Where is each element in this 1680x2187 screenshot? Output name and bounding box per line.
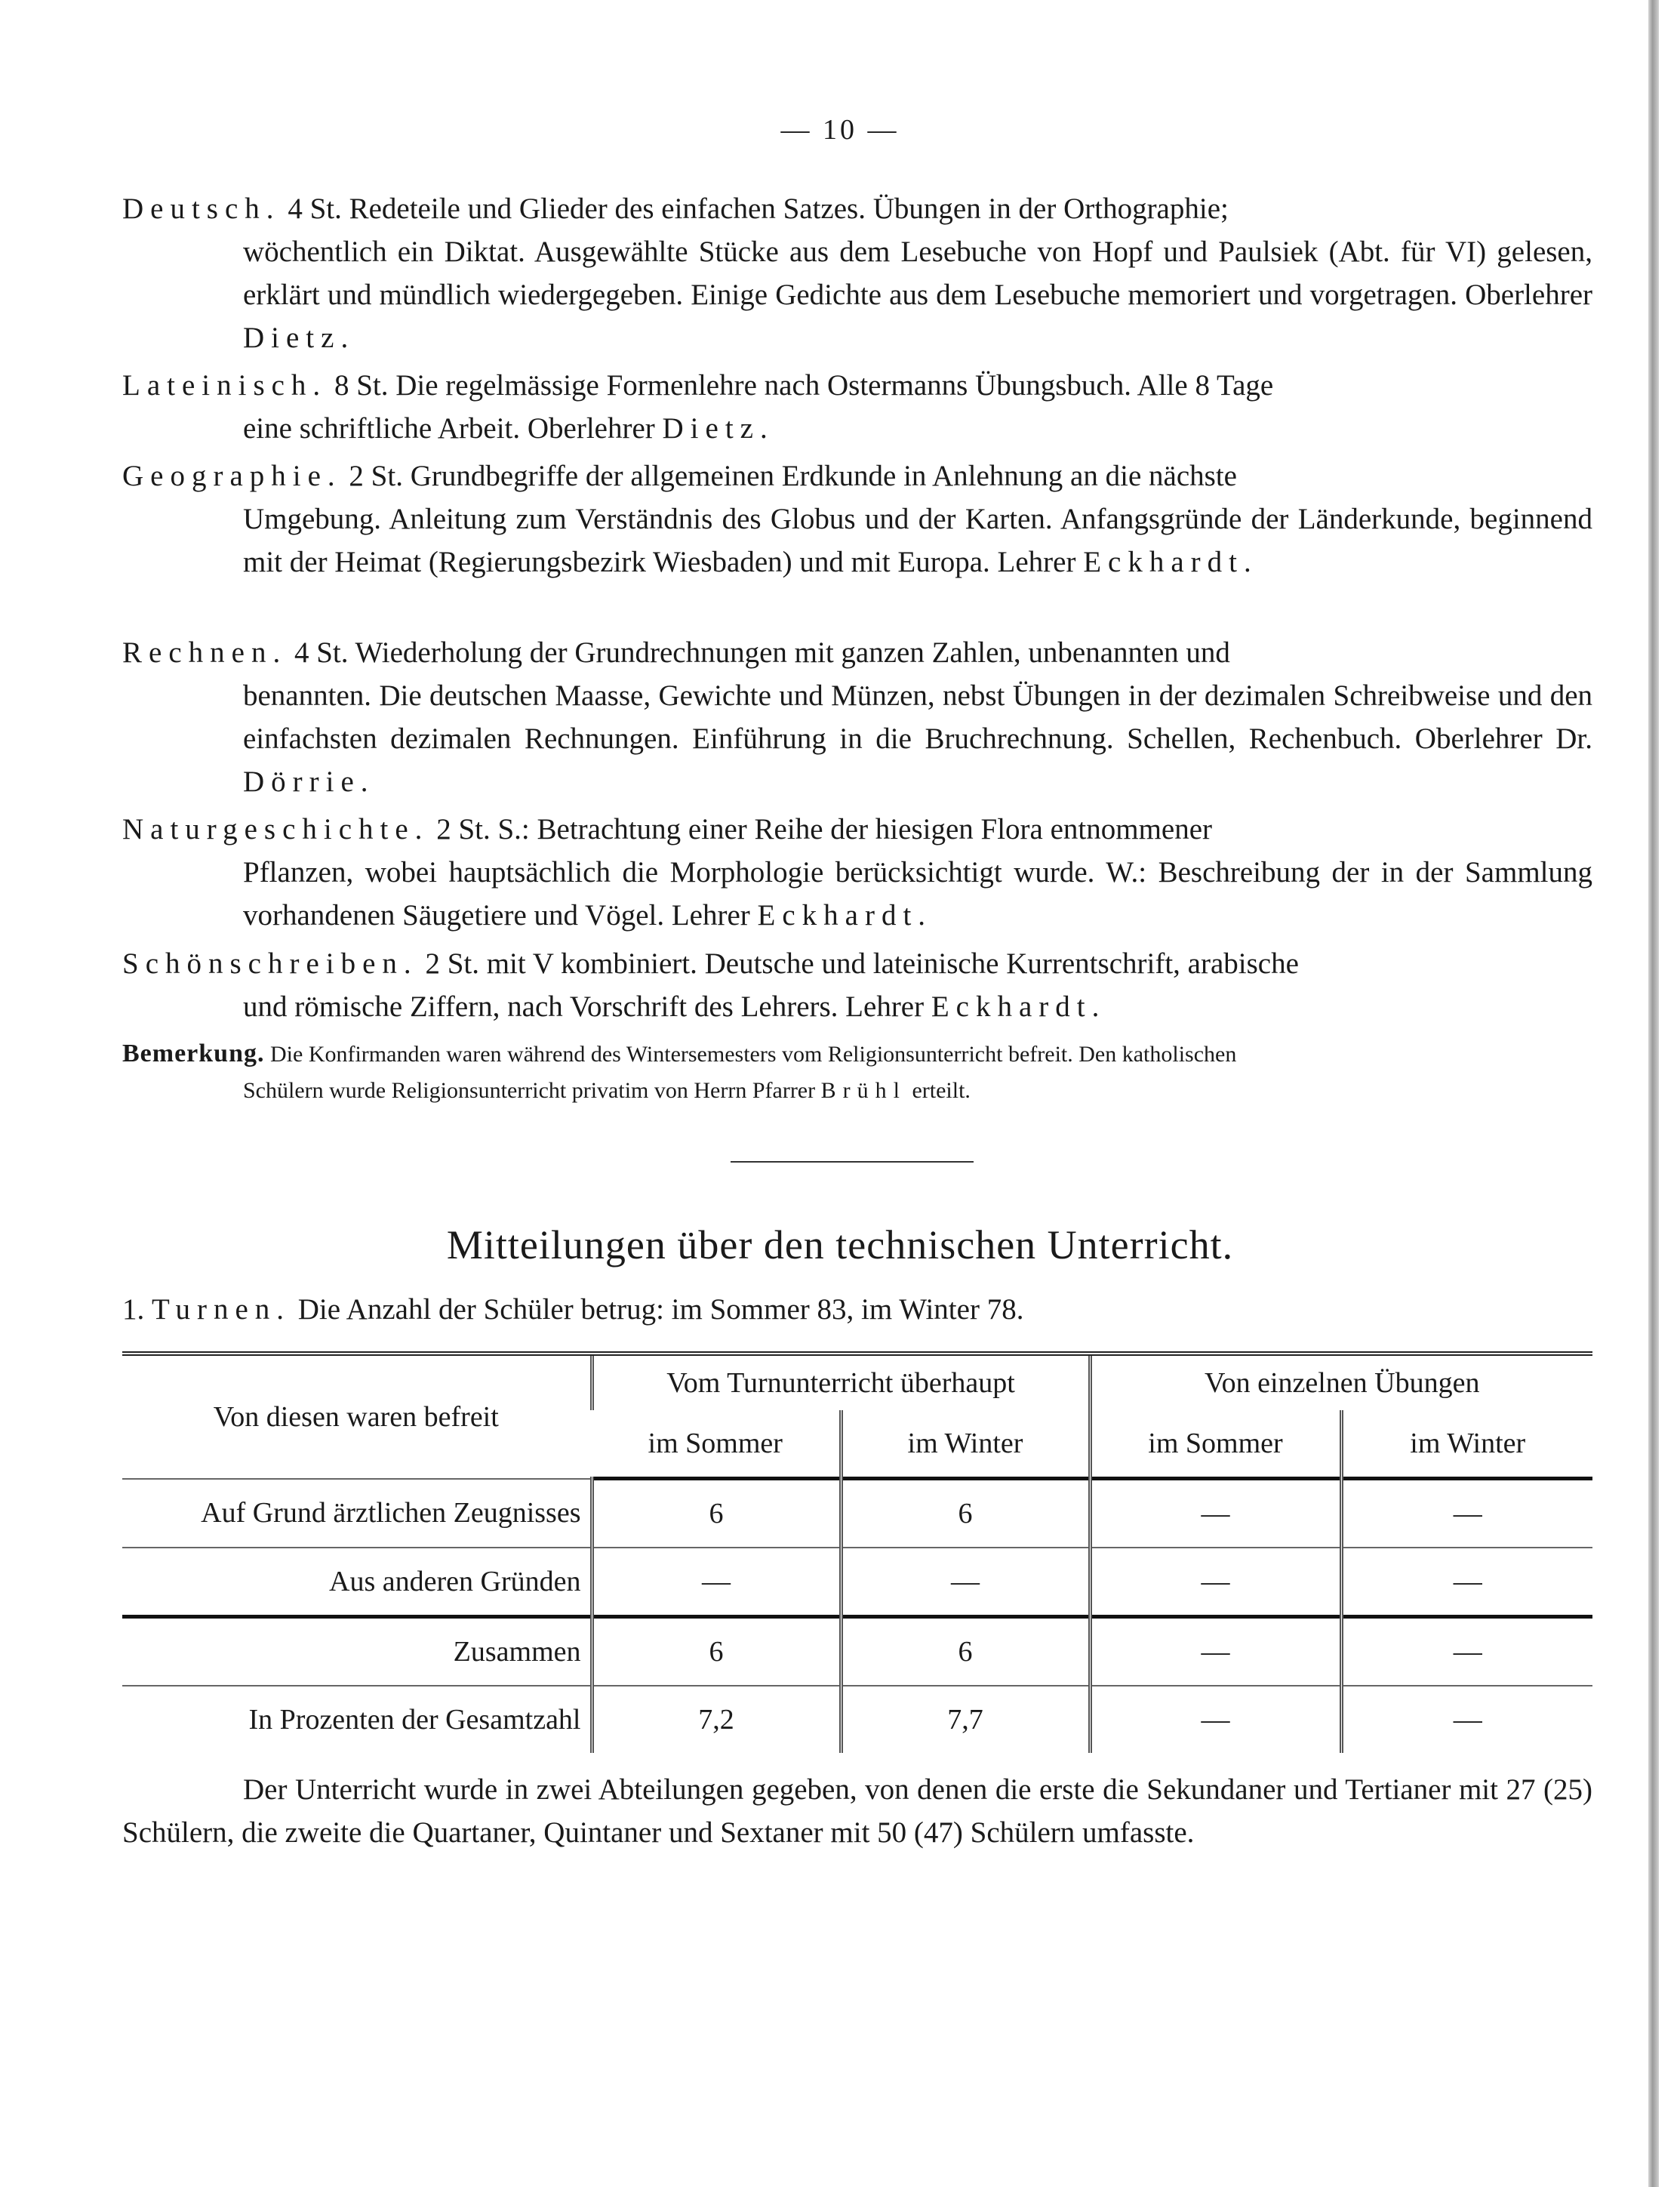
section-first-line: Die regelmässige Formenlehre nach Ostermanns Übungsbuch. Alle 8 Tage — [395, 369, 1274, 402]
table-cell: — — [1090, 1548, 1341, 1617]
remark-text: Schülern wurde Religionsunterricht privatim von Herrn Pfarrer — [243, 1078, 816, 1103]
section-hours: 2 St. — [349, 460, 403, 492]
table-row — [122, 1686, 1592, 1753]
divider-rule — [731, 1161, 974, 1163]
row-label: In Prozenten der Gesamtzahl — [122, 1686, 592, 1753]
section-text: benannten. Die deutschen Maasse, Gewichte und Münzen, nebst Übungen in der dezimalen Schreibweise und den einfachsten dezimalen Rechnungen. Einführung in die Bruchrechnung. Schellen, Rechenbuch. Oberlehrer Dr. — [243, 679, 1592, 755]
section-text: Pflanzen, wobei hauptsächlich die Morphologie berücksichtigt wurde. W.: Beschreibung der in der Sammlung vorhandenen Säugetiere und Vögel. Lehrer — [243, 856, 1592, 932]
section-text: eine schriftliche Arbeit. Oberlehrer — [243, 412, 655, 445]
section-text: und römische Ziffern, nach Vorschrift des Lehrers. Lehrer — [243, 990, 925, 1023]
page-heading: Mitteilungen über den technischen Unterricht. — [446, 1222, 1234, 1268]
table-cell: — — [1090, 1686, 1341, 1753]
section-teacher: Eckhardt. — [757, 899, 933, 932]
section-first-line: Redeteile und Glieder des einfachen Satzes. Übungen in der Orthographie; — [349, 193, 1229, 225]
page-number: — 10 — — [780, 114, 900, 146]
section-first-line: S.: Betrachtung einer Reihe der hiesigen Flora entnommener — [497, 813, 1213, 846]
section-text: wöchentlich ein Diktat. Ausgewählte Stücke aus dem Lesebuche von Hopf und Paulsiek (Abt. für VI) gelesen, erklärt und mündlich wiedergegeben. Einige Gedichte aus dem Lesebuche memoriert und vorgetragen. Oberlehrer — [243, 236, 1592, 311]
row-label: Aus anderen Gründen — [122, 1548, 592, 1617]
remark-label: Bemerkung. — [122, 1040, 265, 1067]
remark-end: erteilt. — [912, 1078, 971, 1103]
section-rechnen — [122, 631, 1592, 803]
table-cell: — — [1341, 1479, 1592, 1548]
table-col-sommer: im Sommer — [592, 1410, 841, 1479]
row-label: Zusammen — [122, 1617, 592, 1686]
section-hours: 4 St. — [294, 636, 349, 669]
row-label: Auf Grund ärztlichen Zeugnisses — [122, 1479, 592, 1548]
table-cell: — — [1341, 1686, 1592, 1753]
table-cell: — — [1090, 1617, 1341, 1686]
table-cell: — — [1341, 1548, 1592, 1617]
section-teacher: Dietz. — [662, 412, 774, 445]
turnen-title: Turnen. — [152, 1293, 291, 1326]
section-hours: 2 St. — [425, 947, 479, 980]
table-cell: 6 — [592, 1479, 841, 1548]
section-first-line: mit V kombiniert. Deutsche und lateinische Kurrentschrift, arabische — [486, 947, 1299, 980]
turnen-line — [122, 1292, 1023, 1326]
table-group-uebungen: Von einzelnen Übungen — [1090, 1354, 1592, 1410]
table-row — [122, 1548, 1592, 1617]
table-col-winter: im Winter — [1341, 1410, 1592, 1479]
section-title: Rechnen. — [122, 636, 288, 669]
section-teacher: Eckhardt. — [1083, 546, 1258, 578]
remark-first-line: Die Konfirmanden waren während des Wintersemesters vom Religionsunterricht befreit. Den katholischen — [270, 1042, 1237, 1067]
section-title: Schönschreiben. — [122, 947, 418, 980]
section-first-line: Wiederholung der Grundrechnungen mit ganzen Zahlen, unbenannten und — [355, 636, 1230, 669]
section-hours: 2 St. — [436, 813, 491, 846]
section-title: Naturgeschichte. — [122, 813, 429, 846]
section-teacher: Dörrie. — [243, 765, 375, 798]
table-row-header: Von diesen waren befreit — [213, 1400, 499, 1433]
section-deutsch — [122, 187, 1592, 359]
section-geographie — [122, 454, 1592, 584]
section-first-line: Grundbegriffe der allgemeinen Erdkunde in Anlehnung an die nächste — [410, 460, 1237, 492]
remark-name: Brühl — [820, 1078, 906, 1103]
table-cell: — — [592, 1548, 841, 1617]
section-hours: 4 St. — [288, 193, 342, 225]
remark — [122, 1036, 1592, 1109]
section-title: Geographie. — [122, 460, 342, 492]
section-lateinisch — [122, 364, 1592, 450]
table-cell: — — [841, 1548, 1090, 1617]
section-title: Deutsch. — [122, 193, 281, 225]
closing-paragraph: Der Unterricht wurde in zwei Abteilungen gegeben, von denen die erste die Sekundaner und Tertianer mit 27 (25) Schülern, die zweite die Quartaner, Quintaner und Sextaner mit 50 (47) Schülern umfasste. — [122, 1773, 1592, 1849]
section-title: Lateinisch. — [122, 369, 328, 402]
table-row-sum — [122, 1617, 1592, 1686]
turnen-number: 1. — [122, 1293, 145, 1326]
table-cell: 7,2 — [592, 1686, 841, 1753]
table-cell: 6 — [592, 1617, 841, 1686]
table-cell: 6 — [841, 1617, 1090, 1686]
table-row — [122, 1479, 1592, 1548]
table-group-turnunterricht: Vom Turnunterricht überhaupt — [592, 1354, 1090, 1410]
turnen-text: Die Anzahl der Schüler betrug: im Sommer 83, im Winter 78. — [297, 1293, 1024, 1326]
table-cell: 6 — [841, 1479, 1090, 1548]
table-cell: — — [1341, 1617, 1592, 1686]
table-cell: 7,7 — [841, 1686, 1090, 1753]
page-edge — [1648, 0, 1659, 2187]
section-teacher: Eckhardt. — [931, 990, 1106, 1023]
section-teacher: Dietz. — [243, 322, 355, 354]
section-schoenschreiben — [122, 942, 1592, 1028]
table-col-winter: im Winter — [841, 1410, 1090, 1479]
section-hours: 8 St. — [334, 369, 389, 402]
table-cell: — — [1090, 1479, 1341, 1548]
table-col-sommer: im Sommer — [1090, 1410, 1341, 1479]
exemption-table — [122, 1351, 1592, 1753]
section-text: Umgebung. Anleitung zum Verständnis des Globus und der Karten. Anfangsgründe der Länderkunde, beginnend mit der Heimat (Regierungsbezirk Wiesbaden) und mit Europa. Lehrer — [243, 503, 1592, 578]
section-naturgeschichte — [122, 808, 1592, 937]
